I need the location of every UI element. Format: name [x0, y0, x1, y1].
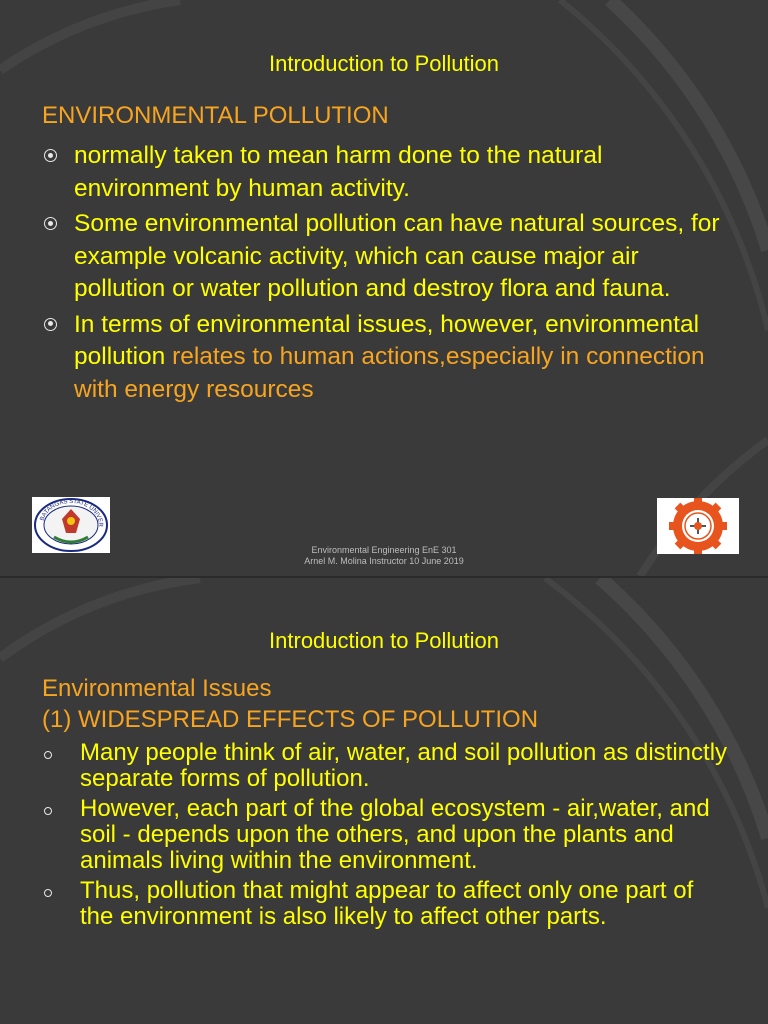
bullet-highlight-text: relates to human actions,especially in connection with energy resources [74, 343, 705, 403]
bullet-marker-icon [44, 751, 52, 759]
bullet-list [42, 740, 732, 934]
bullet-text: In terms of environmental issues, however, environmental pollution [74, 310, 700, 370]
bullet-item [42, 796, 732, 874]
bullet-marker-icon [44, 217, 57, 230]
bullet-item [42, 140, 732, 205]
section-subheading: (1) WIDESPREAD EFFECTS OF POLLUTION [42, 706, 539, 733]
bullet-item [42, 740, 732, 792]
slide-footer [0, 545, 768, 567]
bullet-text: normally taken to mean harm done to the natural environment by human activity. [74, 142, 603, 202]
bullet-item [42, 878, 732, 930]
bullet-marker-icon [44, 318, 57, 331]
bullet-marker-icon [44, 889, 52, 897]
slide-title: Introduction to Pollution [269, 51, 499, 76]
bullet-text: However, each part of the global ecosystem - air,water, and soil - depends upon the others, and upon the plants and animals living within the environment. [80, 795, 710, 874]
section-heading: ENVIRONMENTAL POLLUTION [42, 102, 389, 129]
footer-instructor: Arnel M. Molina Instructor 10 June 2019 [304, 556, 464, 566]
bullet-item [42, 208, 732, 306]
bullet-marker-icon [44, 149, 57, 162]
bullet-list [42, 140, 732, 409]
slide-title: Introduction to Pollution [269, 628, 499, 653]
bullet-text: Some environmental pollution can have natural sources, for example volcanic activity, which can cause major air pollution or water pollution and destroy flora and fauna. [74, 210, 720, 302]
bullet-text: Thus, pollution that might appear to affect only one part of the environment is also likely to affect other parts. [80, 877, 694, 930]
section-heading: Environmental Issues [42, 675, 272, 702]
bullet-item [42, 309, 732, 407]
bullet-marker-icon [44, 807, 52, 815]
slide-2 [0, 578, 768, 1024]
footer-course: Environmental Engineering EnE 301 [311, 545, 457, 555]
bullet-text: Many people think of air, water, and soil pollution as distinctly separate forms of pollution. [80, 739, 728, 792]
svg-text:BATANGAS STATE UNIVERSITY: BATANGAS STATE UNIVER [39, 498, 104, 527]
